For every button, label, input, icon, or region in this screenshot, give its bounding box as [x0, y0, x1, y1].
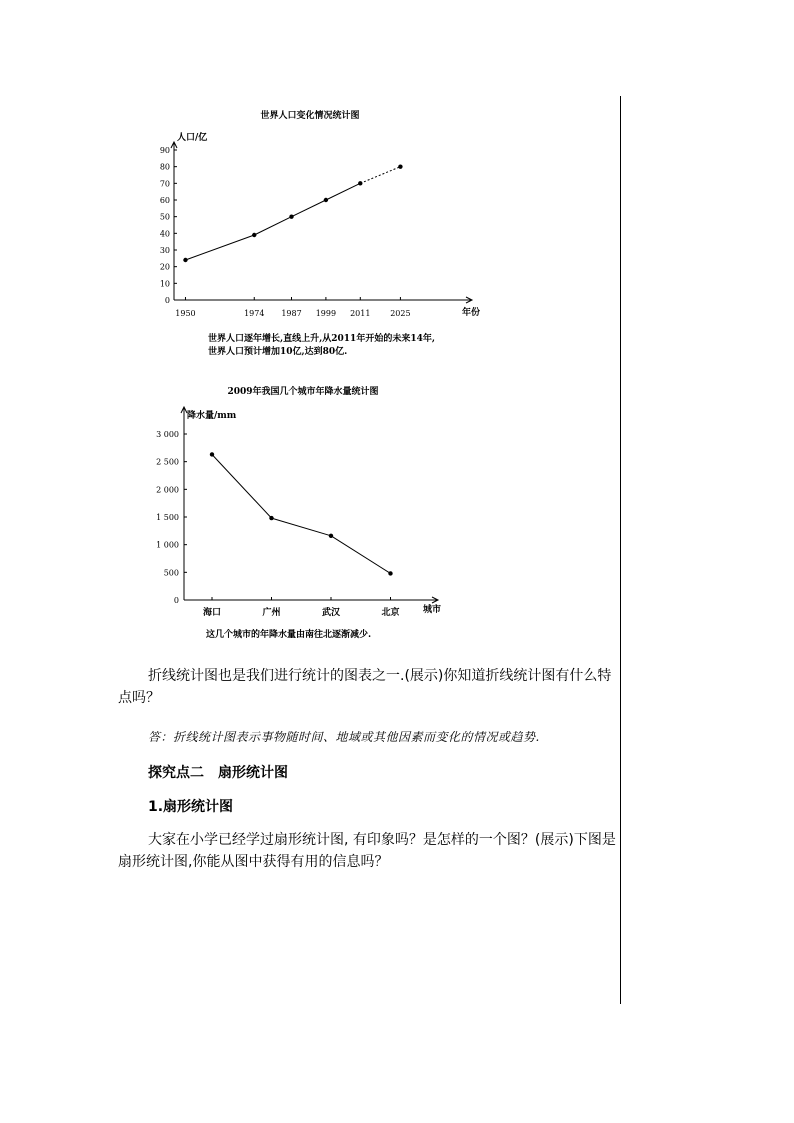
chart2-y-tick-label: 2 000	[156, 485, 179, 495]
chart1-annotation-line1: 世界人口逐年增长,直线上升,从2011年开始的未来14年,	[208, 334, 435, 344]
chart1-line-segment	[326, 183, 360, 200]
chart1-y-tick-label: 80	[159, 162, 170, 172]
chart1-annotation-line2: 世界人口预计增加10亿,达到80亿.	[208, 347, 348, 357]
chart2-data-point	[210, 452, 214, 456]
chart2-y-tick-label: 1 500	[156, 513, 179, 522]
paragraph-line-chart-intro: 折线统计图也是我们进行统计的图表之一.(展示)你知道折线统计图有什么特点吗？	[118, 668, 612, 706]
chart2-data-point	[388, 571, 392, 575]
chart1-y-tick-label: 20	[159, 262, 170, 272]
chart2-annotation: 这几个城市的年降水量由南往北逐渐减少.	[206, 630, 372, 640]
right-margin-rule	[620, 96, 621, 1004]
chart1-data-point	[289, 214, 293, 218]
rainfall-line-chart	[140, 380, 460, 650]
chart2-x-tick-label: 武汉	[321, 608, 341, 618]
chart1-y-tick-label: 10	[159, 279, 170, 289]
chart1-y-tick-label: 60	[159, 196, 170, 205]
chart2-line-segment	[212, 454, 272, 518]
chart2-title: 2009年我国几个城市年降水量统计图	[227, 387, 379, 397]
chart1-y-tick-label: 70	[159, 179, 170, 189]
chart2-x-tick-label: 广州	[262, 608, 281, 618]
chart1-y-tick-label: 90	[159, 146, 170, 155]
chart2-y-tick-label: 500	[163, 568, 179, 578]
chart2-xlabel: 城市	[423, 605, 442, 615]
chart1-projected-segment	[360, 167, 400, 184]
answer-text: 答：折线统计图表示事物随时间、地域或其他因素而变化的情况或趋势.	[148, 730, 540, 744]
chart1-title: 世界人口变化情况统计图	[260, 111, 360, 121]
chart2-line-segment	[331, 536, 391, 574]
chart1-line-segment	[292, 200, 326, 217]
chart1-x-tick-label: 1999	[315, 309, 337, 318]
chart1-x-tick-label: 2011	[350, 309, 371, 318]
chart2-y-tick-label: 3 000	[156, 430, 179, 439]
chart1-ylabel: 人口/亿	[177, 133, 208, 143]
chart1-line-segment	[185, 235, 254, 260]
chart2-y-tick-label: 2 500	[156, 457, 179, 467]
chart2-y-tick-label: 0	[173, 596, 179, 605]
chart1-data-point	[358, 181, 362, 185]
chart1-line-segment	[254, 217, 291, 235]
chart1-x-tick-label: 1950	[175, 309, 196, 318]
population-line-chart	[140, 100, 500, 360]
chart2-x-tick-label: 北京	[381, 608, 400, 618]
chart1-y-tick-label: 30	[159, 246, 170, 255]
chart2-data-point	[329, 534, 333, 538]
chart1-data-point	[183, 258, 187, 262]
chart1-data-point	[252, 233, 256, 237]
chart1-y-tick-label: 40	[159, 229, 170, 239]
chart2-data-point	[269, 516, 273, 520]
chart2-ylabel: 降水量/mm	[187, 411, 237, 421]
chart1-x-tick-label: 2025	[390, 309, 411, 318]
chart1-xlabel: 年份	[462, 308, 481, 318]
chart1-data-point	[398, 164, 402, 168]
chart1-y-tick-label: 50	[159, 212, 170, 222]
chart2-y-tick-label: 1 000	[156, 540, 179, 550]
chart1-x-tick-label: 1987	[281, 309, 302, 318]
chart2-x-tick-label: 海口	[202, 608, 222, 618]
chart1-data-point	[324, 198, 328, 202]
paragraph-pie-chart-intro: 大家在小学已经学过扇形统计图, 有印象吗？是怎样的一个图？(展示)下图是扇形统计图,你能从图中获得有用的信息吗？	[118, 832, 616, 870]
subheading-pie-chart: 1.扇形统计图	[148, 799, 234, 815]
chart2-line-segment	[272, 518, 332, 536]
chart1-x-tick-label: 1974	[244, 309, 265, 318]
section-heading-pie-chart: 探究点二 扇形统计图	[148, 765, 288, 781]
chart1-y-tick-label: 0	[164, 296, 170, 305]
